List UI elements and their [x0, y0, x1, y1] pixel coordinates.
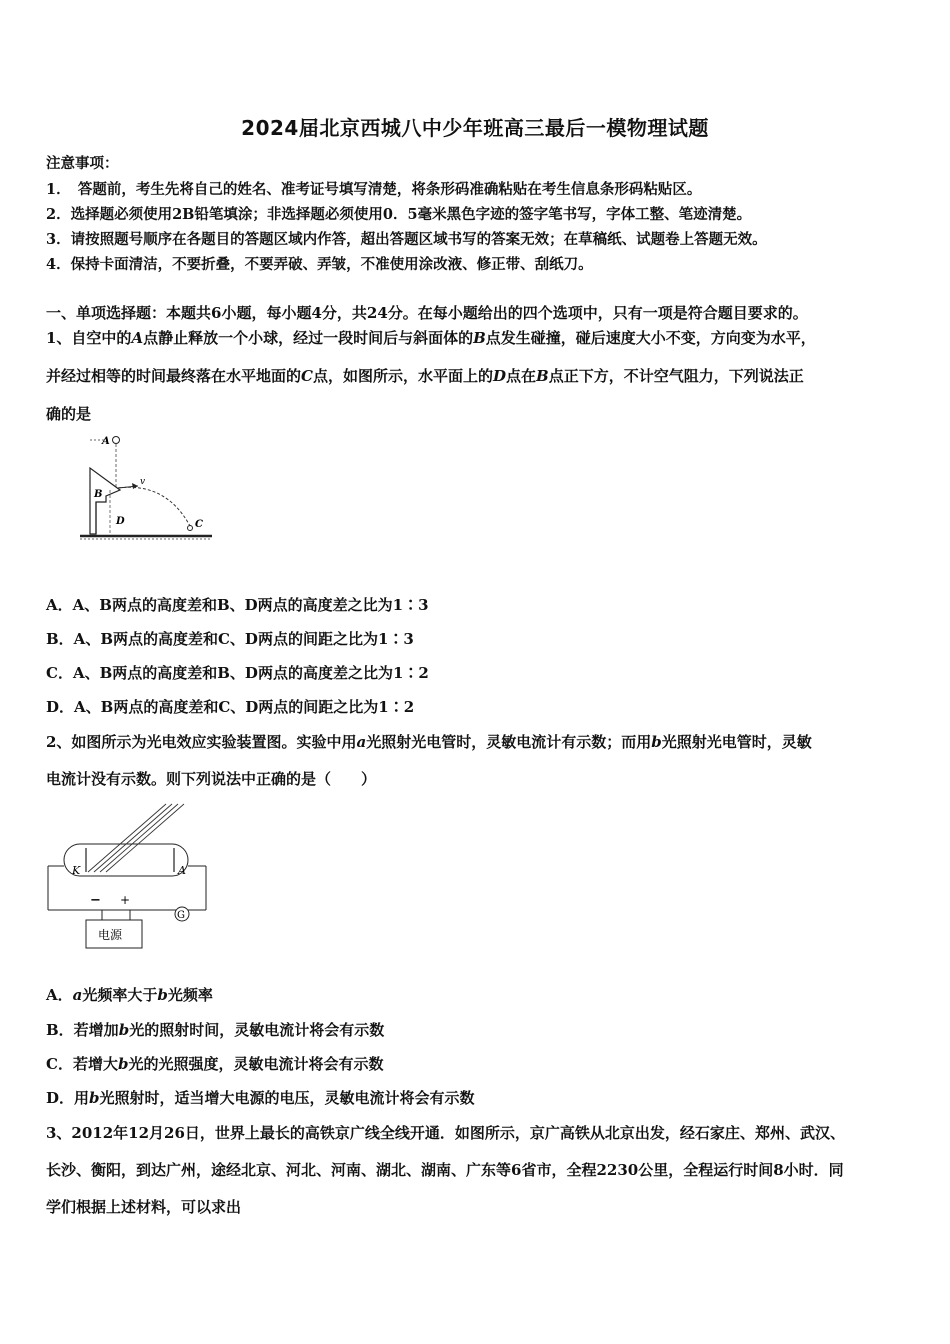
q1-option-c: C．A、B两点的高度差和B、D两点的高度差之比为1∶2	[46, 664, 429, 682]
label-anode: A	[178, 864, 186, 877]
power-supply-label: 电源	[98, 928, 123, 942]
q2-figure	[46, 800, 216, 952]
q1-text: 点在	[506, 367, 537, 385]
label-d: D	[116, 516, 125, 527]
q1-option-d: D．A、B两点的高度差和C、D两点的间距之比为1∶2	[46, 698, 415, 716]
q2-option-a	[46, 984, 213, 1005]
q2-text: 光照射光电管时，灵敏电流计有示数；而用	[366, 733, 652, 751]
q2-option-c	[46, 1053, 383, 1074]
q2-option-text: 光的照射时间，灵敏电流计将会有示数	[129, 1021, 385, 1039]
q2-var: a	[356, 733, 367, 751]
notice-item-4: 4．保持卡面清洁，不要折叠，不要弄破、弄皱，不准使用涂改液、修正带、刮纸刀。	[46, 256, 593, 273]
q2-option-text: C．若增大	[46, 1055, 118, 1073]
label-plus: +	[120, 893, 131, 907]
q1-stem-line-1	[46, 327, 816, 348]
q3-stem-line-2: 长沙、衡阳，到达广州，途经北京、河北、河南、湖北、湖南、广东等6省市，全程2230公里，全程运行时间8小时．同	[46, 1161, 844, 1179]
q1-var: A	[131, 329, 144, 347]
q1-text: 点，如图所示，水平面上的	[312, 367, 493, 385]
q2-option-b	[46, 1019, 384, 1040]
q3-stem-line-1: 3、2012年12月26日，世界上最长的高铁京广线全线开通．如图所示，京广高铁从北京出发，经石家庄、郑州、武汉、	[46, 1124, 845, 1142]
q1-stem-line-2	[46, 365, 804, 386]
label-b: B	[94, 489, 103, 500]
light-beam	[94, 804, 172, 872]
q2-option-text: 光的光照强度，灵敏电流计将会有示数	[128, 1055, 384, 1073]
page-title: 2024届北京西城八中少年班高三最后一模物理试题	[241, 116, 709, 140]
q1-text: 点静止释放一个小球，经过一段时间后与斜面体的	[143, 329, 474, 347]
q2-var: b	[118, 1021, 130, 1039]
trajectory	[118, 487, 190, 526]
q2-var: b	[157, 986, 168, 1004]
q1-var: D	[492, 367, 506, 385]
q2-option-d	[46, 1087, 475, 1108]
ball-landing-icon	[188, 526, 193, 531]
q2-var: b	[89, 1089, 100, 1107]
q2-text: 2、如图所示为光电效应实验装置图。实验中用	[46, 733, 357, 751]
label-k: K	[72, 864, 81, 877]
notice-item-1: 1． 答题前，考生先将自己的姓名、准考证号填写清楚，将条形码准确粘贴在考生信息条形码粘贴区。	[46, 181, 702, 198]
q1-text: 并经过相等的时间最终落在水平地面的	[46, 367, 302, 385]
label-c: C	[195, 519, 203, 530]
light-beam	[106, 804, 184, 872]
light-beam	[88, 804, 166, 872]
q2-option-text: A．	[46, 986, 73, 1004]
q1-var: B	[473, 329, 486, 347]
q1-text: 点发生碰撞，碰后速度大小不变，方向变为水平，	[485, 329, 816, 347]
q2-option-text: 光频率大于	[82, 986, 158, 1004]
label-v: v	[140, 477, 146, 487]
q2-option-text: 光频率	[167, 986, 213, 1004]
q2-option-text: D．用	[46, 1089, 90, 1107]
q1-var: B	[536, 367, 549, 385]
q1-text: 1、自空中的	[46, 329, 132, 347]
label-a: A	[102, 436, 110, 447]
q1-option-a: A．A、B两点的高度差和B、D两点的高度差之比为1∶3	[46, 596, 429, 614]
light-beam	[100, 804, 178, 872]
label-g: G	[177, 910, 185, 921]
q1-option-b: B．A、B两点的高度差和C、D两点的间距之比为1∶3	[46, 630, 414, 648]
q1-text: 点正下方，不计空气阻力，下列说法正	[548, 367, 804, 385]
q2-stem-line-2: 电流计没有示数。则下列说法中正确的是（ ）	[46, 770, 377, 788]
q3-stem-line-3: 学们根据上述材料，可以求出	[46, 1198, 242, 1216]
velocity-arrowhead	[132, 483, 138, 489]
q2-option-text: 光照射时，适当增大电源的电压，灵敏电流计将会有示数	[99, 1089, 475, 1107]
notice-item-2: 2．选择题必须使用2B铅笔填涂；非选择题必须使用0．5毫米黑色字迹的签字笔书写，字体工整、笔迹清楚。	[46, 206, 752, 223]
ball-icon	[113, 437, 120, 444]
q2-var: a	[72, 986, 83, 1004]
section-heading: 一、单项选择题：本题共6小题，每小题4分，共24分。在每小题给出的四个选项中，只有一项是符合题目要求的。	[46, 304, 808, 322]
q2-var: b	[651, 733, 662, 751]
label-minus: −	[90, 893, 101, 908]
q2-option-text: B．若增加	[46, 1021, 119, 1039]
q1-figure	[76, 430, 216, 555]
notice-item-3: 3．请按照题号顺序在各题目的答题区域内作答，超出答题区域书写的答案无效；在草稿纸、试题卷上答题无效。	[46, 231, 767, 248]
q1-var: C	[301, 367, 313, 385]
notice-heading: 注意事项：	[46, 155, 119, 172]
q2-stem-line-1	[46, 731, 812, 752]
q1-stem-line-3: 确的是	[46, 405, 92, 423]
q2-text: 光照射光电管时，灵敏	[661, 733, 812, 751]
q2-var: b	[117, 1055, 129, 1073]
